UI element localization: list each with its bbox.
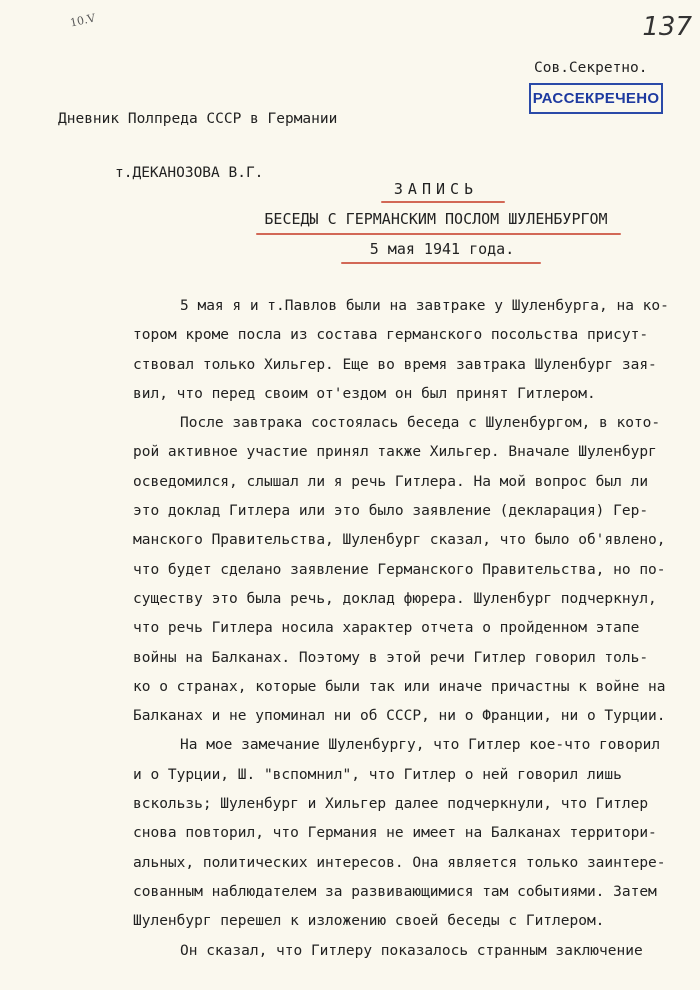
header-line-1: Дневник Полпреда СССР в Германии [58,111,338,127]
body-line: существу это была речь, доклад фюрера. Шуленбург подчеркнул, [133,590,657,607]
title-subject: БЕСЕДЫ С ГЕРМАНСКИМ ПОСЛОМ ШУЛЕНБУРГОМ [264,210,608,228]
body-line: войны на Балканах. Поэтому в этой речи Гитлер говорил толь- [133,649,649,666]
body-line: манского Правительства, Шуленбург сказал, что было об'явлено, [133,532,666,549]
body-line: После завтрака состоялась беседа с Шуленбургом, в кото- [180,415,661,432]
title-underline-3 [341,262,541,264]
body-line: Балканах и не упоминал ни об СССР, ни о Франции, ни о Турции. [133,708,666,725]
body-line: ко о странах, которые были так или иначе причастны к войне на [133,678,666,695]
page-number: 137 [642,12,692,42]
declassified-stamp: РАССЕКРЕЧЕНО [529,83,663,114]
body-line: сованным наблюдателем за развивающимися там событиями. Затем [133,883,657,900]
secrecy-label: Сов.Секретно. [534,60,648,76]
title-date: 5 мая 1941 года. [369,240,515,258]
title-heading: ЗАПИСЬ [393,180,479,198]
body-line: 5 мая я и т.Павлов были на завтраке у Шуленбурга, на ко- [180,298,669,314]
title-underline-1 [381,201,505,203]
body-line: рой активное участие принял также Хильгер. Вначале Шуленбург [133,444,657,461]
body-line: и о Турции, Ш. "вспомнил", что Гитлер о ней говорил лишь [133,766,622,783]
body-line: это доклад Гитлера или это было заявление (декларация) Гер- [133,503,649,520]
body-line: вил, что перед своим от'ездом он был принят Гитлером. [133,385,596,402]
header-line-2: т.ДЕКАНОЗОВА В.Г. [115,165,264,181]
handwritten-mark: 10.V [68,11,97,30]
body-line: тором кроме посла из состава германского посольства присут- [133,327,649,344]
body-line: снова повторил, что Германия не имеет на Балканах территори- [133,825,657,842]
body-line: Шуленбург перешел к изложению своей беседы с Гитлером. [133,913,605,930]
body-line: осведомился, слышал ли я речь Гитлера. На мой вопрос был ли [133,473,649,490]
body-text [133,292,693,966]
body-line: что речь Гитлера носила характер отчета о пройденном этапе [133,620,640,637]
body-line: На мое замечание Шуленбургу, что Гитлер кое-что говорил [180,737,661,754]
body-line: альных, политических интересов. Она является только заинтере- [133,854,666,871]
body-line: что будет сделано заявление Германского Правительства, но по- [133,561,666,578]
body-line: Он сказал, что Гитлеру показалось странным заключение [180,942,643,959]
body-line: ствовал только Хильгер. Еще во время завтрака Шуленбург зая- [133,356,657,373]
title-underline-2 [256,233,621,235]
body-line: вскользь; Шуленбург и Хильгер далее подчеркнули, что Гитлер [133,796,649,813]
